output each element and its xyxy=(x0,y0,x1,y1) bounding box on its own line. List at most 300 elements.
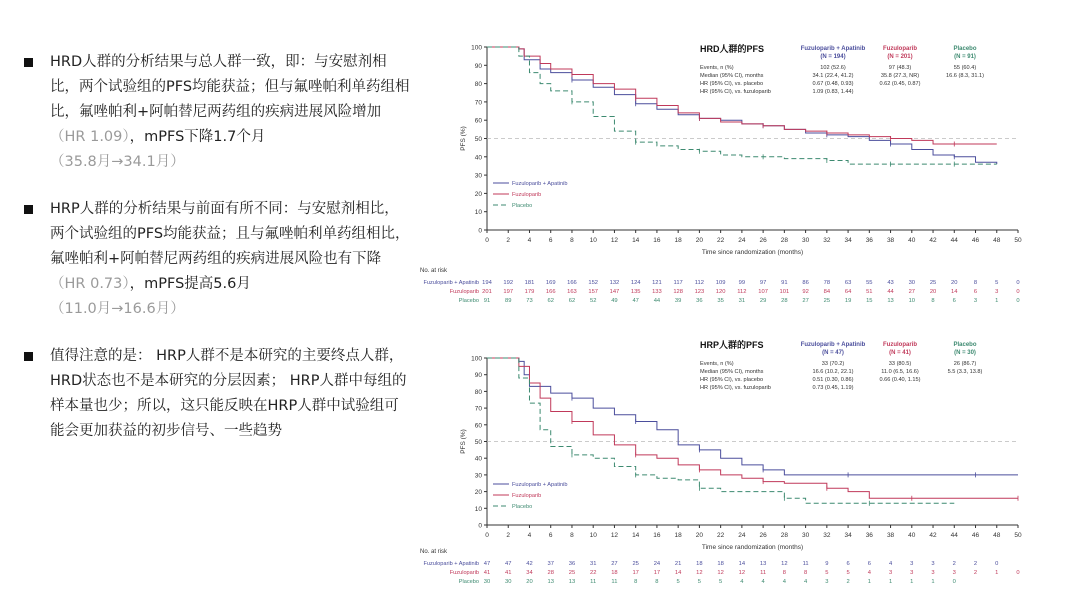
risk-value: 34 xyxy=(526,570,533,576)
risk-value: 169 xyxy=(545,280,556,286)
risk-value: 11 xyxy=(802,561,809,567)
x-tick-label: 14 xyxy=(632,532,640,539)
risk-value: 14 xyxy=(738,561,746,567)
risk-value: 49 xyxy=(611,298,618,304)
x-axis-label: Time since randomization (months) xyxy=(701,249,804,256)
risk-value: 28 xyxy=(781,298,788,304)
risk-value: 2 xyxy=(973,570,978,576)
legend-label: Placebo xyxy=(512,203,533,209)
summary-text xyxy=(22,50,412,466)
risk-value: 19 xyxy=(844,298,852,304)
risk-value: 181 xyxy=(524,280,535,286)
y-tick-label: 40 xyxy=(474,154,482,162)
risk-value: 6 xyxy=(846,561,850,567)
risk-value: 63 xyxy=(844,280,852,286)
risk-value: 120 xyxy=(715,289,726,295)
risk-value: 6 xyxy=(867,561,871,567)
risk-value: 10 xyxy=(908,298,916,304)
risk-value: 4 xyxy=(761,579,765,585)
risk-value: 99 xyxy=(738,280,746,286)
legend-label: Fuzuloparib + Apatinib xyxy=(512,181,568,187)
risk-value: 3 xyxy=(910,570,914,576)
risk-value: 30 xyxy=(505,579,512,585)
risk-value: 17 xyxy=(632,570,639,576)
risk-value: 44 xyxy=(653,298,661,304)
risk-value: 12 xyxy=(696,570,703,576)
risk-value: 3 xyxy=(910,561,914,567)
table-header: Fuzuloparib xyxy=(883,46,917,52)
legend-label: Fuzuloparib xyxy=(512,192,542,198)
risk-value: 5 xyxy=(846,570,850,576)
legend-label: Placebo xyxy=(512,504,533,510)
table-cell: 0.51 (0.30, 0.86) xyxy=(812,377,854,383)
table-cell: 0.73 (0.45, 1.19) xyxy=(812,385,854,391)
risk-value: 13 xyxy=(568,579,576,585)
risk-value: 3 xyxy=(952,570,956,576)
risk-value: 0 xyxy=(1016,280,1020,286)
risk-value: 84 xyxy=(823,289,831,295)
table-row-label: HR (95% CI), vs. placebo xyxy=(700,81,764,87)
risk-value: 179 xyxy=(524,289,535,295)
chart-title: HRD人群的PFS xyxy=(700,44,765,54)
x-tick-label: 42 xyxy=(929,532,937,539)
x-tick-label: 28 xyxy=(780,532,788,539)
risk-value: 27 xyxy=(611,561,618,567)
risk-value: 12 xyxy=(738,570,746,576)
risk-value: 36 xyxy=(696,298,703,304)
risk-value: 27 xyxy=(802,298,809,304)
y-tick-label: 70 xyxy=(474,405,482,413)
x-tick-label: 38 xyxy=(886,532,895,539)
x-tick-label: 24 xyxy=(738,237,746,244)
risk-value: 135 xyxy=(630,289,641,295)
risk-value: 3 xyxy=(973,298,978,304)
table-cell: 33 (70.2) xyxy=(821,361,845,367)
risk-value: 147 xyxy=(609,289,620,295)
risk-value: 42 xyxy=(526,561,533,567)
bullet-text: HRP人群的分析结果与前面有所不同：与安慰剂相比，两个试验组的PFS均能获益；且与氟唑帕利单药组相比，氟唑帕利+阿帕替尼两药组的疾病进展风险也有下降 xyxy=(50,201,410,267)
x-tick-label: 44 xyxy=(950,532,958,539)
risk-value: 78 xyxy=(823,280,831,286)
x-tick-label: 32 xyxy=(823,532,831,539)
risk-value: 2 xyxy=(973,561,978,567)
table-cell: 11.0 (6.5, 16.6) xyxy=(881,369,919,375)
table-cell: 34.1 (22.4, 41.2) xyxy=(812,73,854,79)
risk-value: 43 xyxy=(887,280,894,286)
risk-row-label: Fuzuloparib + Apatinib xyxy=(423,561,479,567)
table-header: Fuzuloparib + Apatinib xyxy=(800,46,866,52)
risk-value: 28 xyxy=(547,570,554,576)
table-cell: 16.6 (8.3, 31.1) xyxy=(946,73,984,79)
risk-value: 47 xyxy=(505,561,512,567)
y-tick-label: 100 xyxy=(471,44,482,52)
x-tick-label: 50 xyxy=(1014,532,1022,539)
x-tick-label: 44 xyxy=(950,237,958,244)
x-tick-label: 2 xyxy=(506,532,511,539)
risk-value: 89 xyxy=(505,298,512,304)
risk-value: 1 xyxy=(888,579,893,585)
risk-value: 15 xyxy=(866,298,873,304)
risk-value: 30 xyxy=(908,280,916,286)
risk-value: 166 xyxy=(567,280,577,286)
risk-value: 29 xyxy=(759,298,767,304)
legend-label: Fuzuloparib + Apatinib xyxy=(512,482,568,488)
x-tick-label: 26 xyxy=(759,532,767,539)
risk-value: 124 xyxy=(630,280,641,286)
risk-value: 0 xyxy=(1016,289,1020,295)
bullet-hrd xyxy=(22,50,412,175)
risk-value: 13 xyxy=(887,298,894,304)
legend-label: Fuzuloparib xyxy=(512,493,542,499)
x-tick-label: 18 xyxy=(674,532,682,539)
risk-value: 12 xyxy=(717,570,724,576)
risk-value: 11 xyxy=(590,579,597,585)
risk-value: 11 xyxy=(760,570,767,576)
table-row-label: Median (95% CI), months xyxy=(700,369,764,375)
risk-value: 107 xyxy=(758,289,768,295)
table-cell: 102 (52.6) xyxy=(820,65,846,71)
risk-value: 112 xyxy=(694,280,705,286)
risk-value: 31 xyxy=(738,298,746,304)
y-tick-label: 70 xyxy=(474,99,482,107)
x-tick-label: 26 xyxy=(759,237,767,244)
risk-value: 192 xyxy=(503,280,514,286)
risk-value: 5 xyxy=(697,579,702,585)
y-axis-label: PFS (%) xyxy=(460,429,467,454)
x-tick-label: 14 xyxy=(632,237,640,244)
table-cell: 0.67 (0.48, 0.93) xyxy=(812,81,854,87)
bullet-text: 值得注意的是： HRP人群不是本研究的主要终点人群，HRD状态也不是本研究的分层因素； HRP人群中每组的样本量也少；所以，这只能反映在HRP人群中试验组可能会更加获益的初步信号、一些趋势 xyxy=(50,348,407,439)
risk-value: 41 xyxy=(505,570,512,576)
bullet-sub: （11.0月→16.6月） xyxy=(50,301,185,317)
risk-value: 3 xyxy=(931,561,935,567)
risk-value: 52 xyxy=(589,298,597,304)
risk-value: 4 xyxy=(740,579,744,585)
hrp-pfs-chart xyxy=(415,318,1055,603)
x-tick-label: 42 xyxy=(929,237,937,244)
risk-value: 3 xyxy=(825,579,829,585)
risk-value: 4 xyxy=(782,579,786,585)
risk-value: 62 xyxy=(568,298,576,304)
x-tick-label: 48 xyxy=(993,532,1001,539)
table-header-n: (N = 194) xyxy=(820,54,846,60)
x-tick-label: 34 xyxy=(844,532,852,539)
x-tick-label: 10 xyxy=(589,237,597,244)
table-header: Fuzuloparib xyxy=(883,342,917,348)
risk-value: 8 xyxy=(973,280,978,286)
table-cell: 0.62 (0.45, 0.87) xyxy=(879,81,921,87)
x-tick-label: 6 xyxy=(548,237,553,244)
x-tick-label: 34 xyxy=(844,237,852,244)
risk-value: 4 xyxy=(888,561,893,567)
x-tick-label: 22 xyxy=(717,532,725,539)
x-tick-label: 20 xyxy=(695,532,704,539)
risk-value: 3 xyxy=(995,289,999,295)
risk-value: 152 xyxy=(588,280,599,286)
y-tick-label: 40 xyxy=(474,455,482,463)
risk-value: 20 xyxy=(951,280,958,286)
table-cell: 55 (60.4) xyxy=(953,65,977,71)
bullet-after: ，mPFS提高5.6月 xyxy=(129,276,251,292)
risk-value: 39 xyxy=(674,298,682,304)
risk-value: 47 xyxy=(632,298,639,304)
risk-value: 18 xyxy=(717,561,724,567)
y-tick-label: 10 xyxy=(474,505,482,513)
x-tick-label: 0 xyxy=(485,237,489,244)
y-tick-label: 100 xyxy=(471,355,482,363)
risk-value: 3 xyxy=(888,570,893,576)
table-header: Placebo xyxy=(953,46,977,52)
risk-value: 6 xyxy=(973,289,978,295)
risk-value: 44 xyxy=(887,289,894,295)
table-cell: 33 (80.5) xyxy=(888,361,912,367)
bullet-hr: （HR 1.09） xyxy=(50,129,130,145)
risk-value: 12 xyxy=(781,561,788,567)
x-tick-label: 10 xyxy=(589,532,597,539)
y-tick-label: 60 xyxy=(474,117,482,125)
y-tick-label: 20 xyxy=(474,489,482,497)
risk-value: 166 xyxy=(545,289,556,295)
table-cell: 0.66 (0.40, 1.15) xyxy=(879,377,921,383)
x-axis-label: Time since randomization (months) xyxy=(701,544,804,551)
x-tick-label: 36 xyxy=(865,532,873,539)
table-cell: 1.09 (0.83, 1.44) xyxy=(812,89,854,95)
km-curve-0 xyxy=(487,358,1018,475)
km-curve-2 xyxy=(487,47,997,164)
table-row-label: Events, n (%) xyxy=(700,361,734,367)
table-header-n: (N = 91) xyxy=(954,54,976,60)
table-header-n: (N = 30) xyxy=(954,350,976,356)
risk-value: 194 xyxy=(482,280,492,286)
x-tick-label: 20 xyxy=(695,237,704,244)
risk-table-header: No. at risk xyxy=(420,268,448,274)
risk-value: 5 xyxy=(995,280,999,286)
bullet-after: ，mPFS下降1.7个月 xyxy=(129,129,266,145)
risk-value: 1 xyxy=(867,579,871,585)
risk-value: 2 xyxy=(846,579,850,585)
x-tick-label: 32 xyxy=(823,237,831,244)
risk-value: 37 xyxy=(547,561,554,567)
risk-value: 1 xyxy=(910,579,914,585)
x-tick-label: 50 xyxy=(1014,237,1022,244)
risk-value: 1 xyxy=(931,579,935,585)
bullet-square-icon xyxy=(24,352,33,361)
risk-value: 123 xyxy=(694,289,705,295)
risk-value: 18 xyxy=(611,570,618,576)
risk-value: 163 xyxy=(567,289,577,295)
y-tick-label: 50 xyxy=(474,439,482,446)
table-row-label: Events, n (%) xyxy=(700,65,734,71)
bullet-hrp xyxy=(22,197,412,322)
table-row-label: Median (95% CI), months xyxy=(700,73,764,79)
y-tick-label: 50 xyxy=(474,136,482,143)
risk-value: 18 xyxy=(696,561,703,567)
risk-value: 24 xyxy=(653,561,661,567)
x-tick-label: 30 xyxy=(801,532,810,539)
risk-value: 8 xyxy=(782,570,786,576)
table-header: Placebo xyxy=(953,342,977,348)
risk-value: 14 xyxy=(674,570,682,576)
bullet-sub: （35.8月→34.1月） xyxy=(50,154,185,170)
risk-value: 64 xyxy=(844,289,852,295)
x-tick-label: 0 xyxy=(485,532,489,539)
y-tick-label: 60 xyxy=(474,422,482,430)
table-header-n: (N = 201) xyxy=(887,54,913,60)
risk-value: 133 xyxy=(652,289,662,295)
risk-value: 0 xyxy=(995,561,999,567)
km-curve-1 xyxy=(487,47,997,144)
risk-value: 21 xyxy=(674,561,682,567)
risk-value: 17 xyxy=(653,570,661,576)
x-tick-label: 16 xyxy=(653,237,661,244)
table-cell: 26 (86.7) xyxy=(953,361,977,367)
risk-value: 25 xyxy=(632,561,639,567)
x-tick-label: 48 xyxy=(993,237,1001,244)
table-row-label: HR (95% CI), vs. fuzuloparib xyxy=(700,89,771,95)
risk-value: 47 xyxy=(483,561,491,567)
risk-value: 14 xyxy=(951,289,958,295)
risk-value: 73 xyxy=(526,298,533,304)
x-tick-label: 18 xyxy=(674,237,682,244)
risk-value: 157 xyxy=(588,289,599,295)
risk-value: 0 xyxy=(1016,298,1020,304)
table-cell: 35.8 (27.3, NR) xyxy=(880,73,920,79)
risk-value: 121 xyxy=(652,280,662,286)
risk-value: 62 xyxy=(547,298,554,304)
risk-value: 8 xyxy=(931,298,935,304)
y-tick-label: 10 xyxy=(474,209,482,217)
y-tick-label: 30 xyxy=(474,472,482,480)
x-tick-label: 8 xyxy=(570,532,574,539)
x-tick-label: 8 xyxy=(570,237,574,244)
risk-value: 25 xyxy=(823,298,831,304)
risk-value: 2 xyxy=(952,561,956,567)
x-tick-label: 12 xyxy=(610,237,619,244)
risk-value: 31 xyxy=(589,561,597,567)
y-tick-label: 90 xyxy=(474,62,482,70)
risk-value: 97 xyxy=(759,280,767,286)
x-tick-label: 22 xyxy=(717,237,725,244)
risk-value: 101 xyxy=(779,289,790,295)
bullet-hr: （HR 0.73） xyxy=(50,276,130,292)
y-tick-label: 80 xyxy=(474,81,482,89)
bullet-note xyxy=(22,344,412,444)
risk-value: 22 xyxy=(589,570,597,576)
risk-value: 0 xyxy=(952,579,956,585)
risk-value: 0 xyxy=(1016,570,1020,576)
risk-value: 132 xyxy=(609,280,620,286)
risk-value: 5 xyxy=(719,579,723,585)
risk-value: 4 xyxy=(803,579,808,585)
km-curve-0 xyxy=(487,47,997,164)
risk-row-label: Fuzuloparib xyxy=(449,570,479,576)
risk-value: 6 xyxy=(952,298,956,304)
table-header-n: (N = 47) xyxy=(822,350,844,356)
risk-value: 20 xyxy=(929,289,937,295)
x-tick-label: 4 xyxy=(527,532,532,539)
table-cell: 5.5 (3.3, 13.8) xyxy=(947,369,983,375)
bullet-square-icon xyxy=(24,58,33,67)
x-tick-label: 36 xyxy=(865,237,873,244)
risk-value: 25 xyxy=(568,570,576,576)
bullet-text: HRD人群的分析结果与总人群一致，即：与安慰剂相比，两个试验组的PFS均能获益；但与氟唑帕利单药组相比，氟唑帕利+阿帕替尼两药组的疾病进展风险增加 xyxy=(50,54,410,120)
risk-value: 4 xyxy=(867,570,871,576)
risk-value: 13 xyxy=(759,561,767,567)
x-tick-label: 38 xyxy=(886,237,895,244)
x-tick-label: 12 xyxy=(610,532,619,539)
risk-value: 1 xyxy=(995,298,999,304)
risk-value: 91 xyxy=(781,280,788,286)
risk-row-label: Fuzuloparib + Apatinib xyxy=(423,280,479,286)
chart-title: HRP人群的PFS xyxy=(700,340,764,350)
risk-value: 55 xyxy=(866,280,873,286)
risk-table-header: No. at risk xyxy=(420,549,448,555)
x-tick-label: 6 xyxy=(548,532,553,539)
risk-value: 197 xyxy=(503,289,514,295)
y-tick-label: 30 xyxy=(474,172,482,180)
hrd-pfs-chart xyxy=(415,30,1055,310)
risk-row-label: Fuzuloparib xyxy=(449,289,479,295)
risk-row-label: Placebo xyxy=(458,579,479,585)
y-tick-label: 20 xyxy=(474,190,482,198)
x-tick-label: 4 xyxy=(527,237,532,244)
x-tick-label: 24 xyxy=(738,532,746,539)
y-tick-label: 0 xyxy=(478,522,482,530)
risk-value: 25 xyxy=(929,280,937,286)
risk-value: 20 xyxy=(526,579,533,585)
risk-value: 11 xyxy=(611,579,618,585)
risk-value: 128 xyxy=(673,289,683,295)
risk-value: 41 xyxy=(483,570,491,576)
table-header-n: (N = 41) xyxy=(889,350,911,356)
risk-value: 13 xyxy=(547,579,554,585)
risk-value: 8 xyxy=(634,579,638,585)
risk-value: 30 xyxy=(483,579,491,585)
risk-value: 86 xyxy=(802,280,809,286)
y-tick-label: 90 xyxy=(474,372,482,380)
risk-value: 27 xyxy=(908,289,916,295)
risk-value: 201 xyxy=(482,289,492,295)
table-header: Fuzuloparib + Apatinib xyxy=(800,342,866,348)
table-row-label: HR (95% CI), vs. placebo xyxy=(700,377,764,383)
risk-value: 112 xyxy=(737,289,747,295)
risk-value: 5 xyxy=(676,579,680,585)
risk-value: 92 xyxy=(802,289,809,295)
risk-value: 8 xyxy=(803,570,808,576)
x-tick-label: 46 xyxy=(971,532,980,539)
risk-value: 117 xyxy=(673,280,683,286)
risk-value: 9 xyxy=(825,561,829,567)
risk-value: 51 xyxy=(866,289,873,295)
y-axis-label: PFS (%) xyxy=(460,126,467,151)
risk-value: 8 xyxy=(655,579,659,585)
x-tick-label: 16 xyxy=(653,532,661,539)
risk-value: 3 xyxy=(931,570,935,576)
risk-value: 1 xyxy=(995,570,999,576)
table-row-label: HR (95% CI), vs. fuzuloparib xyxy=(700,385,771,391)
y-tick-label: 80 xyxy=(474,388,482,396)
table-cell: 97 (48.3) xyxy=(888,65,912,71)
bullet-square-icon xyxy=(24,205,33,214)
risk-row-label: Placebo xyxy=(458,298,479,304)
x-tick-label: 28 xyxy=(780,237,788,244)
x-tick-label: 40 xyxy=(908,532,916,539)
x-tick-label: 30 xyxy=(801,237,810,244)
x-tick-label: 46 xyxy=(971,237,980,244)
risk-value: 36 xyxy=(568,561,576,567)
risk-value: 91 xyxy=(483,298,491,304)
risk-value: 5 xyxy=(825,570,829,576)
